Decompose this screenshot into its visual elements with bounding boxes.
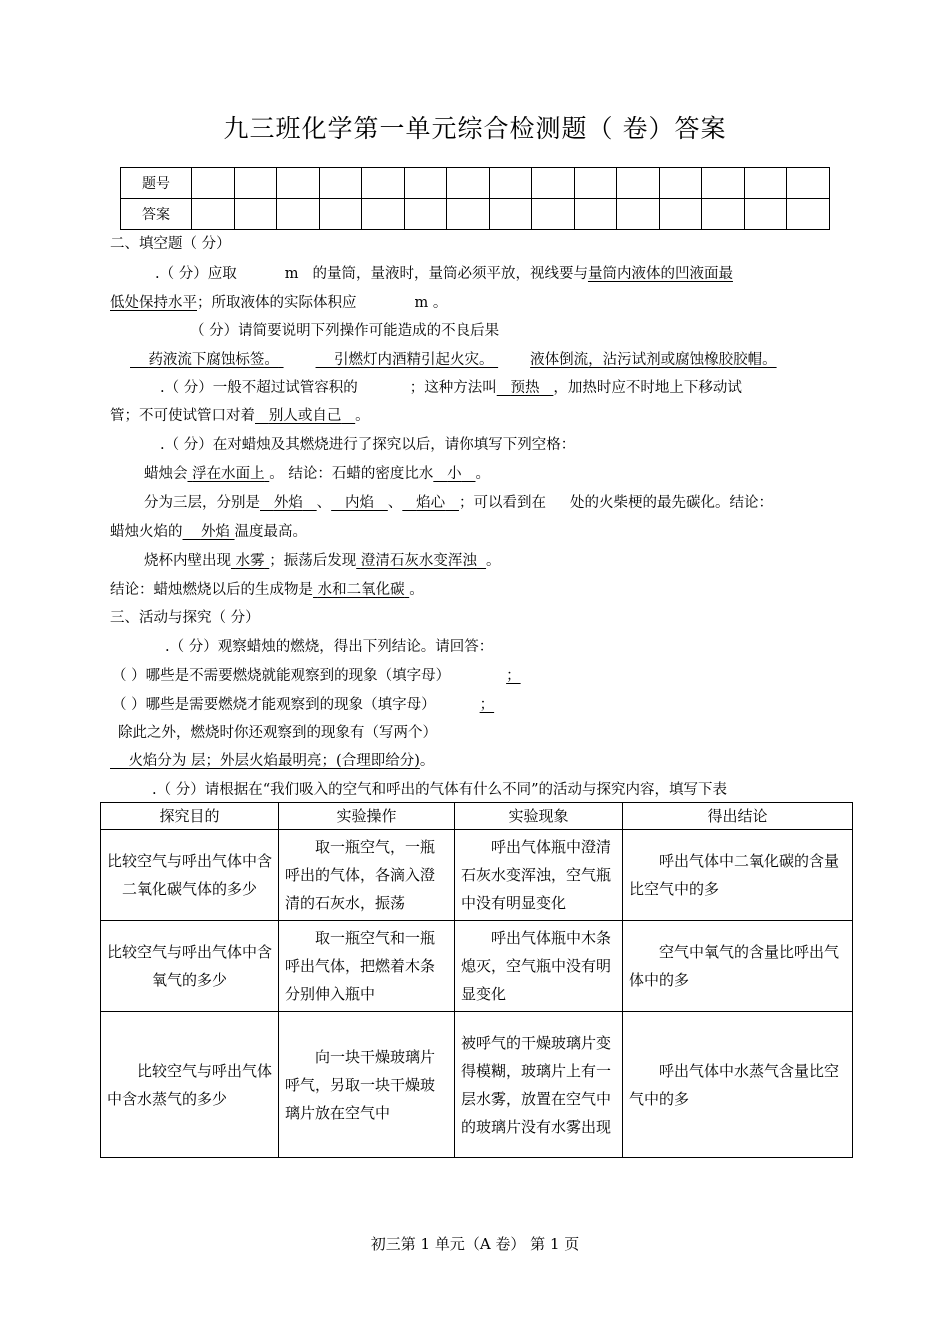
answer-grid-row-number bbox=[121, 168, 830, 199]
s3-q1-line3: 除此之外，燃烧时你还观察到的现象有（写两个） bbox=[118, 725, 437, 741]
s2-q3-line2: 管；不可使试管口对着 别人或自己 。 bbox=[110, 408, 370, 424]
question-number-label: 题号 bbox=[121, 168, 192, 199]
header-operation: 实验操作 bbox=[279, 803, 455, 830]
header-phenomenon: 实验现象 bbox=[455, 803, 623, 830]
table-cell: 呼出气体中二氧化碳的含量比空气中的多 bbox=[623, 830, 853, 921]
s3-q1-line2: （ ）哪些是需要燃烧才能观察到的现象（填字母） ； bbox=[112, 697, 495, 713]
answer-label: 答案 bbox=[121, 199, 192, 230]
page-title: 九三班化学第一单元综合检测题（ 卷）答案 bbox=[223, 114, 727, 143]
answer-grid-row-answer bbox=[121, 199, 830, 230]
table-cell: 呼出气体瓶中木条熄灭，空气瓶中没有明显变化 bbox=[455, 921, 623, 1012]
table-cell: 取一瓶空气，一瓶呼出的气体，各滴入澄清的石灰水，振荡 bbox=[279, 830, 455, 921]
experiment-table-header bbox=[101, 803, 853, 830]
page-footer: 初三第 1 单元（A 卷） 第 1 页 bbox=[370, 1235, 580, 1253]
s2-q4-line3: 蜡烛火焰的 外焰 温度最高。 bbox=[110, 524, 308, 540]
s2-q4-text: .（ 分）在对蜡烛及其燃烧进行了探究以后，请你填写下列空格： bbox=[160, 437, 576, 453]
table-row bbox=[101, 830, 853, 921]
header-conclusion: 得出结论 bbox=[623, 803, 853, 830]
s2-q3-line1: .（ 分）一般不超过试管容积的 ；这种方法叫 预热 ，加热时应不时地上下移动试 bbox=[160, 380, 742, 396]
table-cell: 被呼气的干燥玻璃片变得模糊，玻璃片上有一层水雾，放置在空气中的玻璃片没有水雾出现 bbox=[455, 1012, 623, 1158]
s2-q2-answers: 药液流下腐蚀标签。 引燃灯内酒精引起火灾。 液体倒流，沾污试剂或腐蚀橡胶胶帽。 bbox=[148, 352, 777, 368]
s2-q2-text: （ 分）请简要说明下列操作可能造成的不良后果 bbox=[190, 323, 500, 339]
s2-q1-line2: 低处保持水平；所取液体的实际体积应 m 。 bbox=[110, 295, 448, 311]
answer-grid bbox=[120, 167, 830, 230]
experiment-table bbox=[100, 802, 853, 1158]
table-cell: 呼出气体瓶中澄清石灰水变浑浊，空气瓶中没有明显变化 bbox=[455, 830, 623, 921]
s2-q4-line4: 烧杯内壁出现 水雾 ；振荡后发现 澄清石灰水变浑浊 。 bbox=[144, 553, 501, 569]
section2-heading: 二、填空题（ 分） bbox=[110, 236, 231, 252]
table-cell: 比较空气与呼出气体中含二氧化碳气体的多少 bbox=[101, 830, 279, 921]
s2-q4-line1: 蜡烛会 浮在水面上 。 结论：石蜡的密度比水 小 。 bbox=[144, 466, 490, 482]
header-purpose: 探究目的 bbox=[101, 803, 279, 830]
table-row bbox=[101, 921, 853, 1012]
s2-q4-line2: 分为三层，分别是 外焰 、 内焰 、 焰心 ；可以看到在 处的火柴梗的最先碳化。结论： bbox=[144, 495, 773, 511]
table-cell: 向一块干燥玻璃片呼气，另取一块干燥玻璃片放在空气中 bbox=[279, 1012, 455, 1158]
s2-q4-line5: 结论：蜡烛燃烧以后的生成物是 水和二氧化碳 。 bbox=[110, 582, 424, 598]
table-row bbox=[101, 1012, 853, 1158]
s3-q1-line1: （ ）哪些是不需要燃烧就能观察到的现象（填字母） ； bbox=[112, 668, 521, 684]
s3-q2-text: .（ 分）请根据在“我们吸入的空气和呼出的气体有什么不同”的活动与探究内容，填写下表 bbox=[152, 782, 728, 798]
s3-q1-line4: 火焰分为 层；外层火焰最明亮；(合理即给分)。 bbox=[128, 753, 435, 769]
table-cell: 比较空气与呼出气体中含氧气的多少 bbox=[101, 921, 279, 1012]
table-cell: 比较空气与呼出气体中含水蒸气的多少 bbox=[101, 1012, 279, 1158]
table-cell: 取一瓶空气和一瓶呼出气体，把燃着木条分别伸入瓶中 bbox=[279, 921, 455, 1012]
s3-q1-text: .（ 分）观察蜡烛的燃烧，得出下列结论。请回答： bbox=[165, 639, 494, 655]
s2-q1-line1: .（ 分）应取 m 的量筒，量液时，量筒必须平放，视线要与量筒内液体的凹液面最 bbox=[155, 266, 733, 282]
section3-heading: 三、活动与探究（ 分） bbox=[110, 610, 260, 626]
table-cell: 呼出气体中水蒸气含量比空气中的多 bbox=[623, 1012, 853, 1158]
table-cell: 空气中氧气的含量比呼出气体中的多 bbox=[623, 921, 853, 1012]
